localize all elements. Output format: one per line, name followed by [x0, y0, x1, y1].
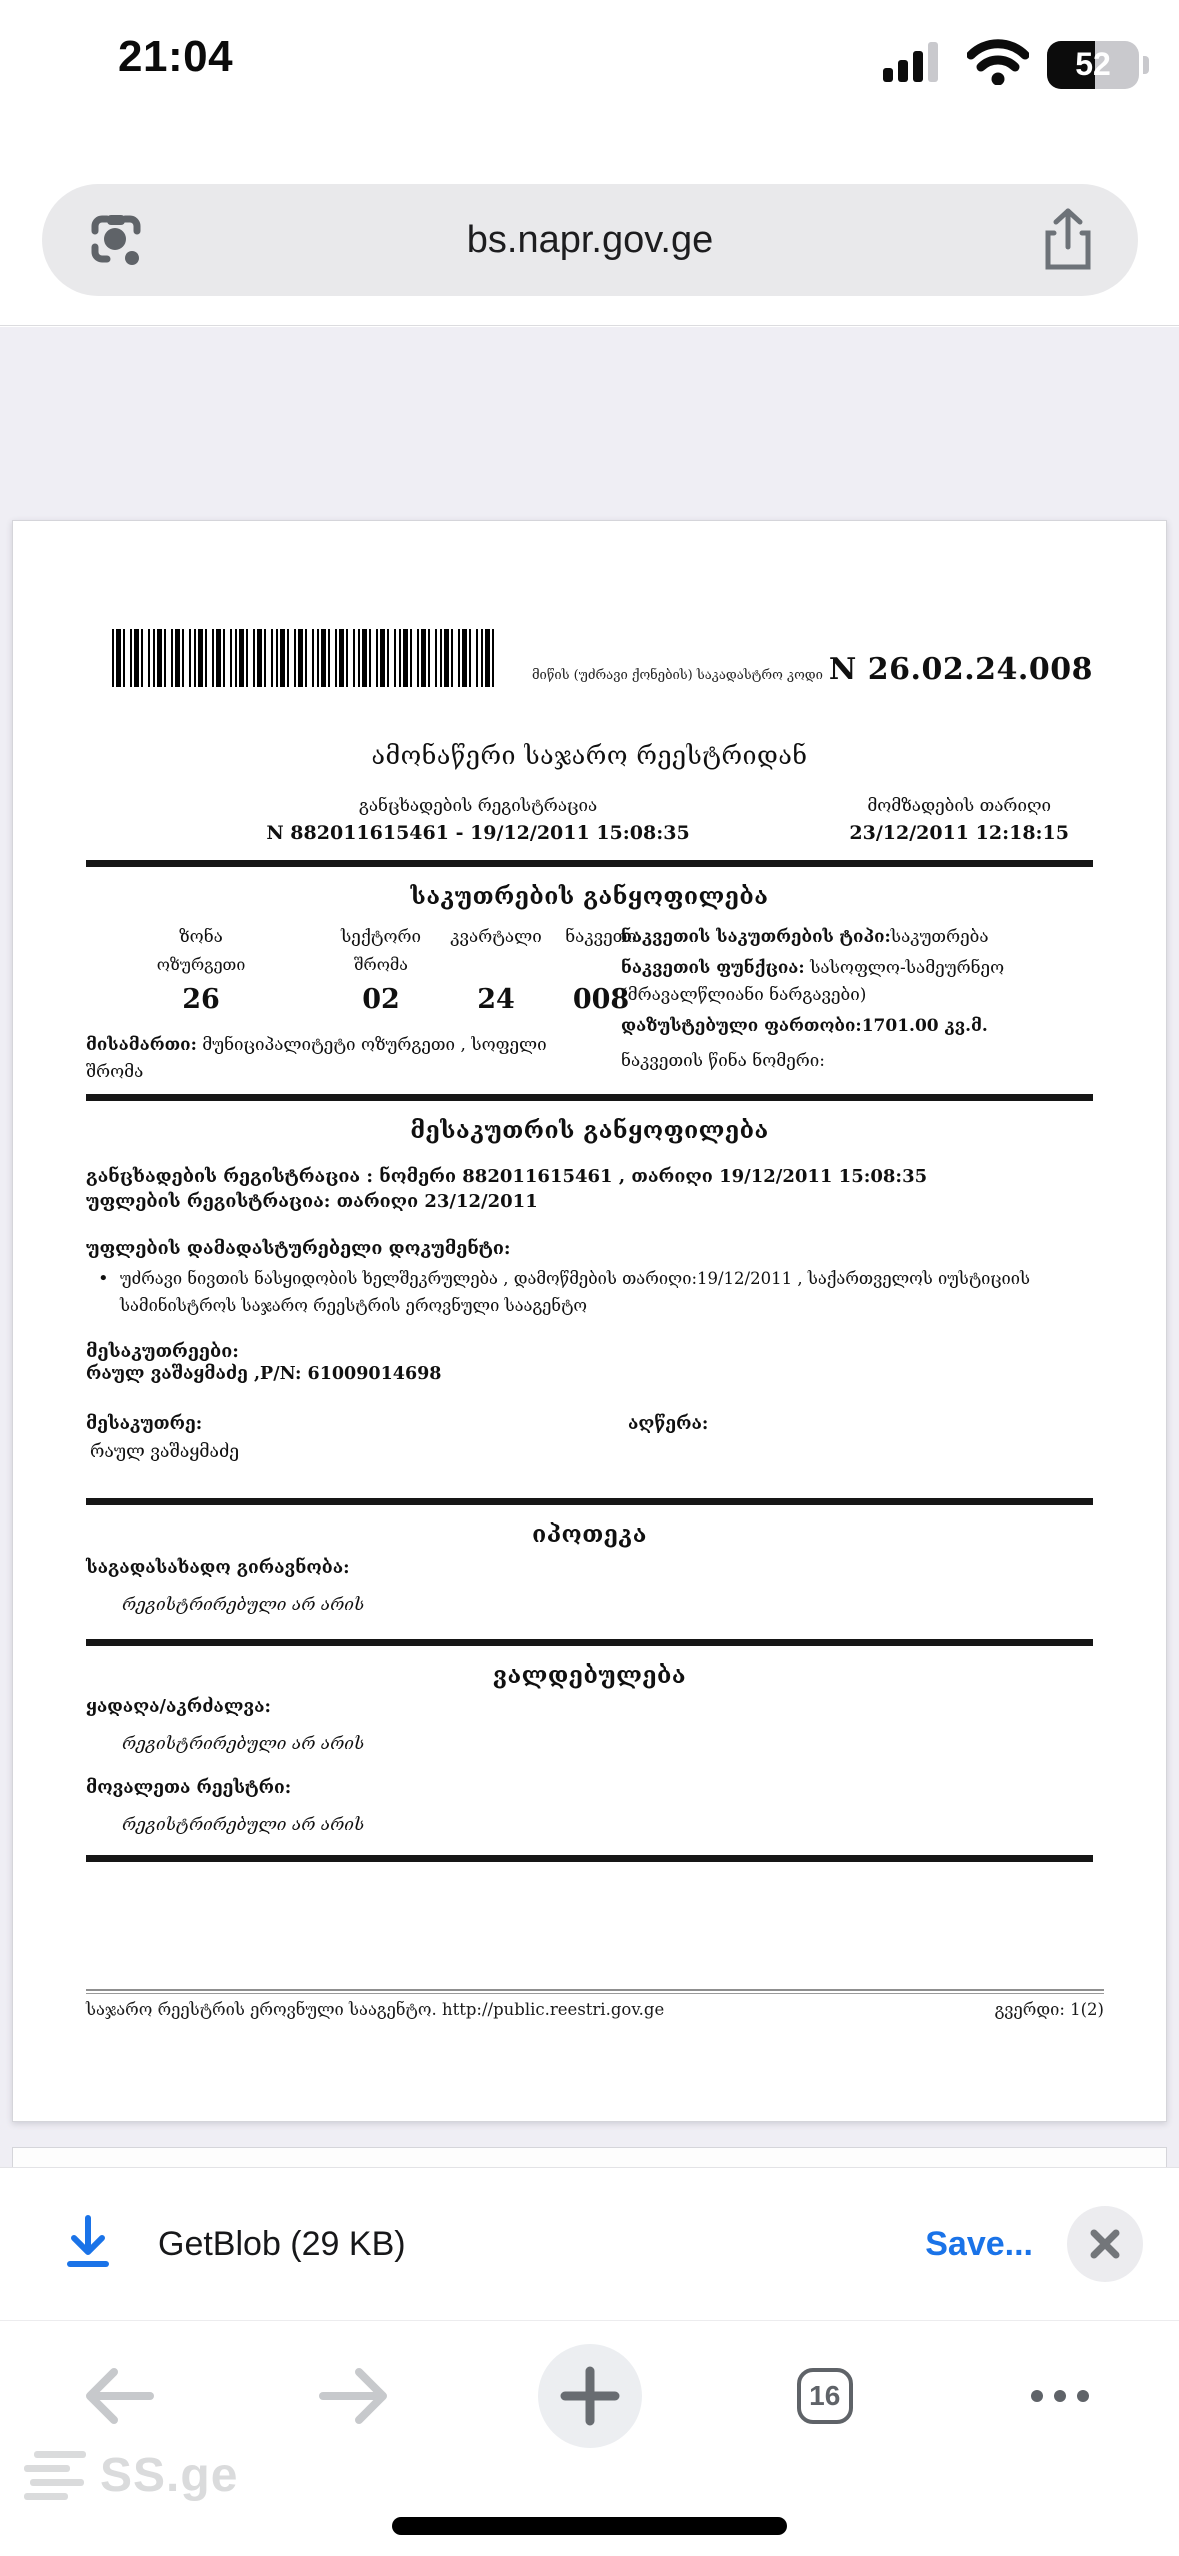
watermark-text: SS.ge	[100, 2449, 239, 2502]
mortgage-section-heading: იპოთეკა	[532, 1521, 647, 1548]
prepared-date-label: მომზადების თარიღი	[867, 796, 1052, 816]
column-header: ნაკვეთი	[565, 927, 637, 947]
share-button[interactable]	[1032, 204, 1104, 276]
close-download-button[interactable]	[1067, 2206, 1143, 2282]
confirming-document-item: • უძრავი ნივთის ნასყიდობის ხელშეკრულება , დამოწმების თარიღი:19/12/2011 , საქართველოს იუსტიციის სამინისტროს საჯარო რეესტრის ეროვნული სააგენტო	[86, 1265, 1093, 1319]
signal-icon	[883, 38, 949, 91]
application-registration-value: N 882011615461 - 19/12/2011 15:08:35	[266, 822, 690, 844]
footer-agency: საჯარო რეესტრის ეროვნული სააგენტო. http://public.reestri.gov.ge	[86, 2000, 665, 2019]
document-footer	[86, 1989, 1104, 2019]
plus-icon	[559, 2365, 621, 2427]
document-page	[12, 520, 1167, 2122]
column-value: 24	[477, 984, 515, 1015]
more-icon	[1031, 2390, 1089, 2402]
battery-percent: 52	[1075, 46, 1111, 82]
clock-label: 21:04	[118, 32, 234, 81]
forward-icon	[315, 2363, 393, 2429]
section-divider	[86, 1855, 1093, 1862]
owner-registration-line: განცხადების რეგისტრაცია : ნომერი 882011615461 , თარიღი 19/12/2011 15:08:35	[86, 1166, 928, 1187]
footer-divider	[86, 1989, 1104, 1994]
area-line: დაზუსტებული ფართობი:1701.00 კვ.მ.	[621, 1016, 988, 1036]
not-registered-note: რეგისტრირებული არ არის	[122, 1815, 365, 1835]
previous-number-line: ნაკვეთის წინა ნომერი:	[621, 1051, 825, 1071]
download-bar	[0, 2168, 1179, 2320]
share-icon	[1041, 207, 1095, 273]
status-bar	[0, 0, 1179, 100]
column-value: 26	[182, 984, 220, 1015]
tab-switcher-button[interactable]	[770, 2341, 880, 2451]
owner-row	[86, 1414, 1093, 1434]
new-tab-button[interactable]	[535, 2341, 645, 2451]
address-bar[interactable]	[42, 184, 1138, 296]
menu-button[interactable]	[1005, 2341, 1115, 2451]
section-divider	[86, 1498, 1093, 1505]
column-header: სექტორი	[340, 927, 422, 947]
back-icon	[80, 2363, 158, 2429]
close-icon	[1088, 2227, 1122, 2261]
debtors-register-label: მოვალეთა რეესტრი:	[86, 1778, 292, 1798]
column-value: 008	[572, 984, 630, 1015]
browser-top-toolbar	[0, 100, 1179, 326]
right-registration-line: უფლების რეგისტრაცია: თარიღი 23/12/2011	[86, 1191, 538, 1212]
tax-lien-label: საგადასახადო გირავნობა:	[86, 1558, 350, 1578]
column-value: 02	[362, 984, 400, 1015]
not-registered-note: რეგისტრირებული არ არის	[122, 1734, 365, 1754]
tab-count: 16	[797, 2368, 853, 2424]
owner-label: მესაკუთრე:	[86, 1414, 203, 1434]
column-header: ზონა	[179, 927, 223, 947]
obligation-section-heading: ვალდებულება	[492, 1662, 687, 1689]
ssge-watermark	[24, 2448, 238, 2503]
lines-icon	[24, 2451, 86, 2500]
download-filename[interactable]: GetBlob (29 KB)	[158, 2224, 406, 2263]
wifi-icon	[967, 39, 1029, 90]
column-header: კვარტალი	[450, 927, 542, 947]
property-section-heading: საკუთრების განყოფილება	[410, 883, 769, 910]
battery-icon	[1047, 41, 1139, 89]
footer-page-number: გვერდი: 1(2)	[994, 2000, 1104, 2019]
address-line: მისამართი: მუნიციპალიტეტი ოზურგეთი , სოფელი შრომა	[86, 1035, 547, 1082]
column-subvalue: შრომა	[354, 955, 408, 974]
url-text[interactable]: bs.napr.gov.ge	[466, 218, 714, 261]
cadastral-code-label: მიწის (უძრავი ქონების) საკადასტრო კოდი	[531, 668, 823, 683]
column-subvalue: ოზურგეთი	[156, 955, 246, 974]
section-divider	[86, 1094, 1093, 1101]
owners-value: რაულ ვაშაყმაძე ,P/N: 61009014698	[86, 1364, 442, 1384]
back-button[interactable]	[64, 2341, 174, 2451]
section-divider	[86, 860, 1093, 867]
download-icon	[62, 2214, 114, 2275]
seizure-label: ყადაღა/აკრძალვა:	[86, 1697, 271, 1717]
prepared-date-value: 23/12/2011 12:18:15	[849, 822, 1069, 844]
owner-name: რაულ ვაშაყმაძე	[90, 1442, 240, 1462]
not-registered-note: რეგისტრირებული არ არის	[122, 1595, 365, 1615]
section-divider	[86, 1639, 1093, 1646]
save-button[interactable]: Save...	[925, 2224, 1033, 2263]
application-registration-label: განცხადების რეგისტრაცია	[358, 796, 598, 816]
function-line: ნაკვეთის ფუნქცია: სასოფლო-სამეურნეო (მრავალწლიანი ნარგავები)	[621, 958, 1005, 1005]
forward-button[interactable]	[299, 2341, 409, 2451]
lens-button[interactable]	[80, 204, 152, 276]
cadastral-code-value: N 26.02.24.008	[828, 652, 1093, 687]
lens-icon	[85, 209, 147, 271]
document-title: ამონაწერი საჯარო რეესტრიდან	[371, 741, 808, 770]
home-indicator[interactable]	[392, 2517, 787, 2535]
owners-label: მესაკუთრეები:	[86, 1341, 239, 1362]
description-label: აღწერა:	[628, 1414, 709, 1434]
owner-section-heading: მესაკუთრის განყოფილება	[410, 1117, 769, 1144]
barcode	[112, 629, 497, 687]
confirming-document-label: უფლების დამადასტურებელი დოკუმენტი:	[86, 1238, 511, 1259]
battery-nub	[1143, 56, 1149, 74]
ownership-type-line: ნაკვეთის საკუთრების ტიპი:საკუთრება	[621, 927, 989, 947]
